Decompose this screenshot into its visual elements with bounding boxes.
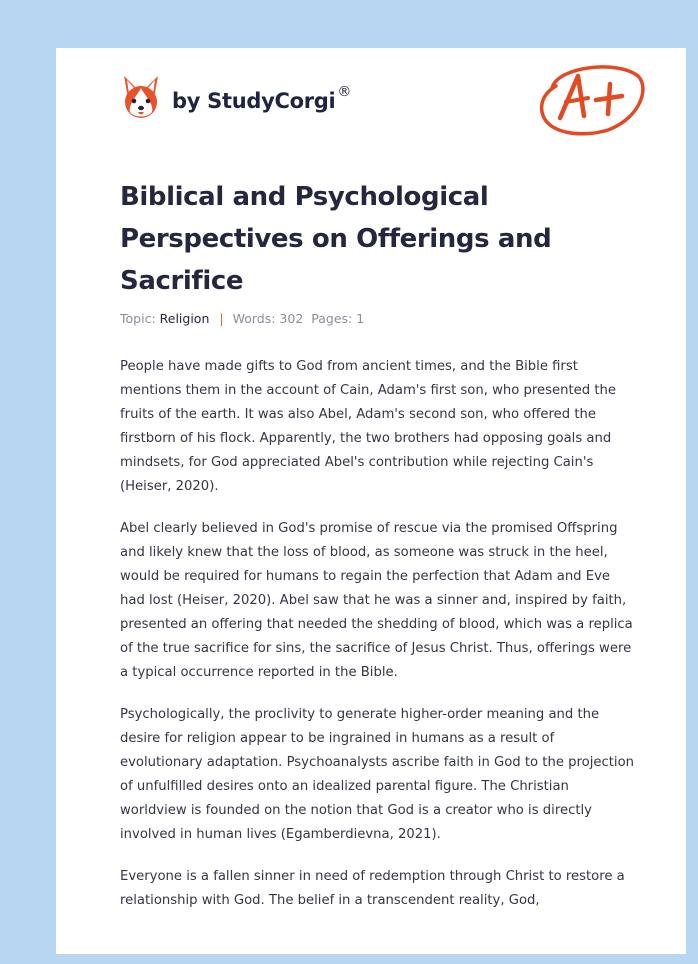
meta-separator: | — [219, 311, 224, 326]
paragraph: Abel clearly believed in God's promise of rescue via the promised Offspring and likely knew that the loss of blood, as someone was struck in the heel, would be required for humans to regain the perfection that Adam and Eve had lost (Heiser, 2020). Abel saw that he was a sinner and, inspired by faith, presented an offering that needed the shedding of blood, which was a replica of the true sacrifice for sins, the sacrifice of Jesus Christ. Thus, offerings were a typical occurrence reported in the Bible. — [120, 521, 633, 680]
topic-label: Topic: — [120, 311, 156, 326]
paragraph: Everyone is a fallen sinner in need of redemption through Christ to restore a relationship with God. The belief in a transcendent reality, God, — [120, 869, 625, 908]
word-count: Words: 302 — [232, 311, 304, 326]
article-body — [120, 355, 634, 931]
document-card — [56, 48, 686, 954]
paragraph: Psychologically, the proclivity to generate higher-order meaning and the desire for religion appear to be ingrained in humans as a result of evolutionary adaptation. Psychoanalysts ascribe faith in God to the projection of unfulfilled desires onto an idealized parental figure. The Christian worldview is founded on the notion that God is a creator who is directly involved in human lives (Egamberdievna, 2021). — [120, 707, 634, 842]
corgi-logo-icon — [120, 74, 162, 120]
page-title: Biblical and Psychological Perspectives on Offerings and Sacrifice — [120, 182, 552, 296]
brand-name: by StudyCorgi ® — [172, 83, 352, 113]
article-meta — [120, 311, 364, 326]
topic-link[interactable]: Religion — [159, 311, 210, 326]
page-count: Pages: 1 — [311, 311, 365, 326]
paragraph: People have made gifts to God from ancient times, and the Bible first mentions them in the account of Cain, Adam's first son, who presented the fruits of the earth. It was also Abel, Adam's second son, who offered the firstborn of his flock. Apparently, the two brothers had opposing goals and mindsets, for God appreciated Abel's contribution while rejecting Cain's (Heiser, 2020). — [120, 359, 616, 494]
a-plus-grade-icon — [538, 58, 648, 140]
brand-logo[interactable] — [120, 74, 351, 120]
